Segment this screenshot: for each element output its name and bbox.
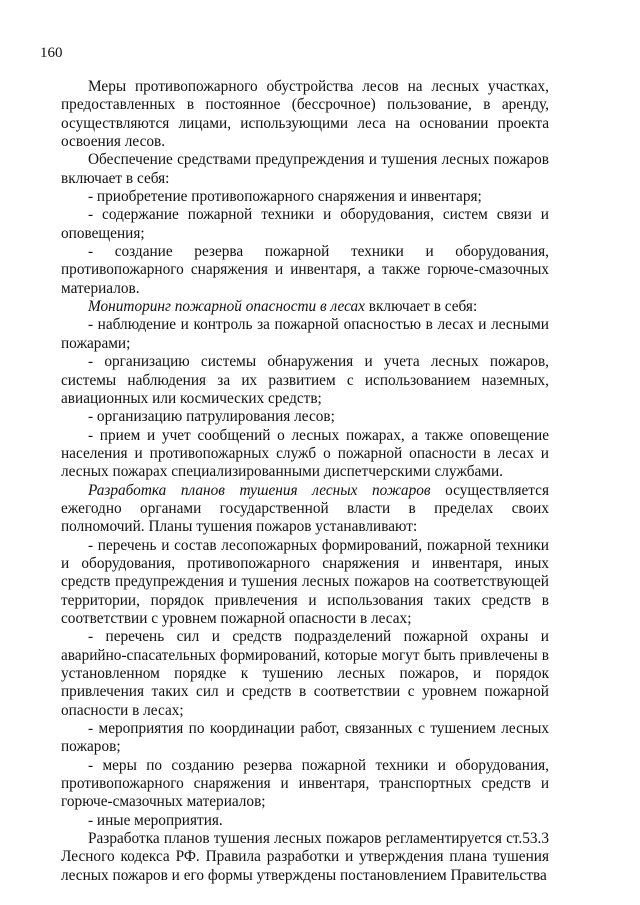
list-item: - организацию патрулирования лесов;: [88, 408, 335, 426]
list-item: - организацию системы обнаружения и учета лесных пожаров, системы наблюдения за их развитием с использованием наземных, авиационных или космических средств;: [61, 353, 549, 407]
list-item: - прием и учет сообщений о лесных пожарах, а также оповещение населения и противопожарных служб о пожарной опасности в лесах и лесных пожарах специализированными диспетчерскими службами.: [61, 426, 549, 481]
italic-term: Мониторинг пожарной опасности в лесах: [88, 298, 365, 316]
list-item: - меры по созданию резерва пожарной техники и оборудования, противопожарного снаряжения и инвентаря, транспортных средств и горюче-смазочных материалов;: [61, 756, 549, 811]
paragraph-text: осуществляется ежегодно органами государственной власти в пределах своих полномочий. Планы тушения пожаров устанавливают:: [61, 481, 549, 536]
list-item: - иные мероприятия.: [88, 811, 223, 829]
list-item: - наблюдение и контроль за пожарной опасностью в лесах и лесными пожарами;: [61, 316, 549, 352]
list-item: - содержание пожарной техники и оборудования, систем связи и оповещения;: [61, 206, 549, 242]
italic-term: Разработка планов тушения лесных пожаров: [88, 481, 431, 499]
list-item: - создание резерва пожарной техники и оборудования, противопожарного снаряжения и инвентаря, а также горюче-смазочных материалов.: [61, 243, 549, 297]
paragraph-text: включает в себя:: [364, 298, 478, 316]
list-item: - мероприятия по координации работ, связанных с тушением лесных пожаров;: [61, 720, 549, 756]
paragraph: Разработка планов тушения лесных пожаров регламентируется ст.53.3 Лесного кодекса РФ. Правила разработки и утверждения плана тушения лесных пожаров и его формы утверждены постановлением Правительства: [61, 830, 549, 884]
paragraph: [61, 298, 549, 316]
paragraph: [61, 482, 549, 537]
paragraph: Обеспечение средствами предупреждения и тушения лесных пожаров включает в себя:: [61, 151, 549, 187]
list-item: - приобретение противопожарного снаряжения и инвентаря;: [88, 188, 482, 206]
list-item: - перечень сил и средств подразделений пожарной охраны и аварийно-спасательных формирований, которые могут быть привлечены в установленном порядке к тушению лесных пожаров, и порядок привлечения таких сил и средств в соответствии с уровнем пожарной опасности в лесах;: [61, 628, 549, 719]
page-number: 160: [40, 45, 63, 61]
list-item: - перечень и состав лесопожарных формирований, пожарной техники и оборудования, противопожарного снаряжения и инвентаря, иных средств предупреждения и тушения лесных пожаров на соответствующей территории, порядок привлечения и использования таких средств в соответствии с уровнем пожарной опасности в лесах;: [61, 536, 549, 627]
body-text: [61, 78, 549, 885]
paragraph: Меры противопожарного обустройства лесов на лесных участках, предоставленных в постоянное (бессрочное) пользование, в аренду, осуществляются лицами, использующими леса на основании проекта освоения лесов.: [61, 78, 549, 151]
